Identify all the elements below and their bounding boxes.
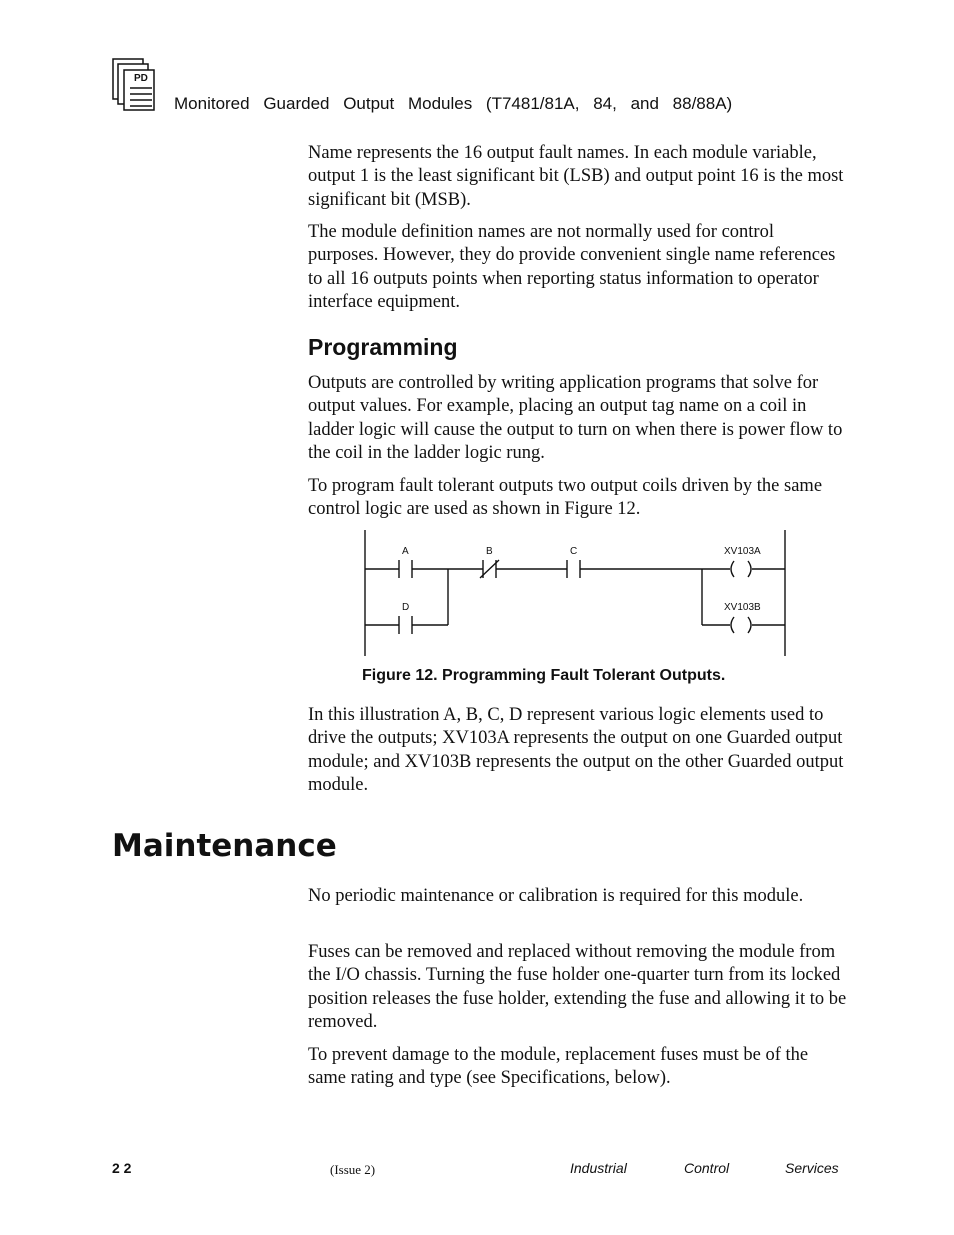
body-paragraph: Outputs are controlled by writing application programs that solve for output values. For example, placing an output tag name on a coil in ladder logic will cause the output to turn on when there is power flow to the coil in the ladder logic rung. (308, 373, 843, 463)
footer-company-word: Services (785, 1160, 839, 1176)
maintenance-heading: Maintenance (112, 828, 337, 864)
label-b: B (486, 546, 493, 557)
page-header-title: Monitored Guarded Output Modules (T7481/81A, 84, and 88/88A) (174, 94, 733, 113)
body-paragraph: Fuses can be removed and replaced without removing the module from the I/O chassis. Turning the fuse holder one-quarter turn from its locked position releases the fuse holder, extending the fuse and allowing it to be removed. (308, 942, 847, 1032)
issue-label: (Issue 2) (330, 1162, 376, 1177)
body-paragraph: The module definition names are not normally used for control purposes. However, they do provide convenient single name references to all 16 outputs points when reporting status information to operator interface equipment. (308, 222, 836, 312)
programming-heading: Programming (308, 334, 458, 360)
label-c: C (570, 546, 578, 557)
label-a: A (402, 546, 409, 557)
label-xv103a: XV103A (724, 546, 761, 557)
ladder-logic-diagram (340, 528, 800, 660)
body-paragraph: Name represents the 16 output fault names. In each module variable, output 1 is the least significant bit (LSB) and output point 16 is the most significant bit (MSB). (308, 143, 844, 210)
body-paragraph: No periodic maintenance or calibration is required for this module. (308, 886, 804, 906)
label-xv103b: XV103B (724, 602, 761, 613)
figure-caption: Figure 12. Programming Fault Tolerant Outputs. (362, 667, 726, 684)
coil-xv103a (731, 561, 734, 577)
footer-company-word: Industrial (570, 1160, 627, 1176)
page-number: 2 2 (112, 1160, 132, 1176)
coil-xv103b (731, 617, 734, 633)
document-stack-icon (112, 58, 156, 112)
header-icon-label: PD (134, 73, 148, 84)
label-d: D (402, 602, 410, 613)
footer-company-word: Control (684, 1160, 730, 1176)
body-paragraph: In this illustration A, B, C, D represent various logic elements used to drive the outputs; XV103A represents the output on one Guarded output module; and XV103B represents the output on the other Guarded output module. (308, 705, 844, 795)
body-paragraph: To prevent damage to the module, replacement fuses must be of the same rating and type (see Specifications, below). (308, 1045, 809, 1089)
body-paragraph: To program fault tolerant outputs two output coils driven by the same control logic are used as shown in Figure 12. (308, 476, 823, 520)
